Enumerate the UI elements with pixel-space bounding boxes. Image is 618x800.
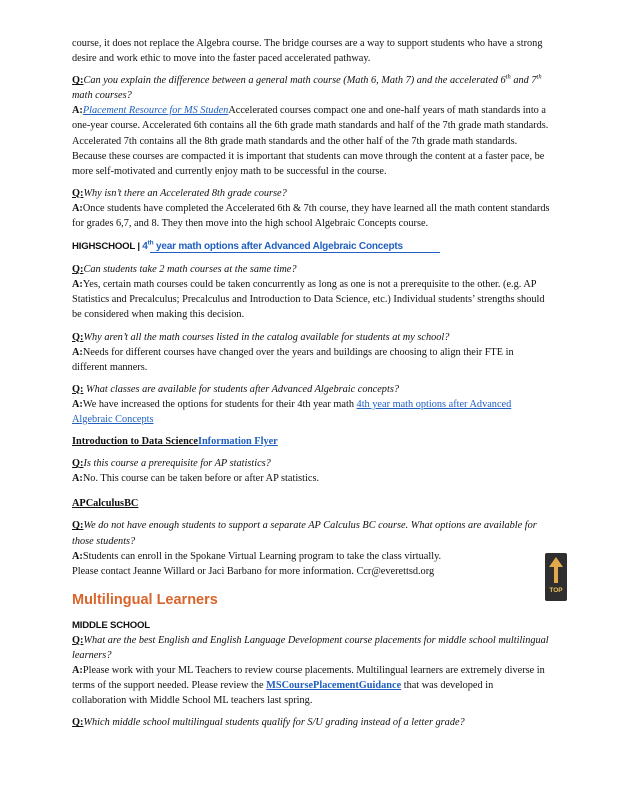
middle-school-label: MIDDLE SCHOOL [72,619,150,631]
answer-text: that was developed in collaboration with Middle School ML teachers last spring. [72,680,494,707]
faq-answer [72,345,550,375]
answer-label: A: [72,105,83,117]
up-arrow-icon [549,557,563,583]
link-text: year math options after Advanced Algebraic Concepts [153,241,403,253]
highschool-label: HIGHSCHOOL [72,241,135,253]
answer-label: A: [72,279,83,291]
faq-answer [72,397,550,427]
answer-label: A: [72,398,83,410]
question-text: math courses? [72,90,132,102]
question-text: Why isn’t there an Accelerated 8th grade course? [83,187,287,199]
question-text: and 7 [510,75,537,87]
superscript: th [147,239,154,247]
faq-question [72,456,550,471]
data-science-heading [72,434,550,449]
faq-question [72,633,550,663]
fourth-year-options-link[interactable] [142,241,403,252]
question-text: What classes are available for students after Advanced Algebraic concepts? [83,383,399,395]
question-text: What are the best English and English Language Development course placements for middle school multilingual learners? [72,635,549,662]
faq-answer [72,663,550,708]
question-label: Q: [72,331,84,343]
document-page [72,36,550,731]
faq-answer [72,277,550,322]
faq-question [72,186,550,201]
fourth-year-options-link-inline[interactable]: 4th year math options after Advanced Algebraic Concepts [72,398,512,425]
faq-question [72,330,550,345]
highschool-header [72,239,550,255]
answer-label: A: [72,550,83,562]
answer-text: Needs for different courses have changed over the years and buildings are choosing to align their FTE in different manners. [72,346,514,373]
answer-label: A: [72,665,83,677]
question-label: Q: [72,75,84,87]
answer-text: Accelerated courses compact one and one-half years of math standards into a one-year course. Accelerated 6th contains all the 6th grade math standards and half of the 7th grade math standards. Accelerated 7th contains all the 8th grade math standards and the other half of the 7th grade math standards. Because these courses are compacted it is important that students can move through the content at a faster pace, be more self-motivated and currently enjoy math to be successful in the course. [72,105,549,177]
answer-text: Yes, certain math courses could be taken concurrently as long as one is not a prerequisite to the other. (e.g. AP Statistics and Precalculus; Precalculus and Introduction to Data Science, etc.) Individual students’ strengths should be considered when making this decision. [72,279,545,321]
answer-text: Please work with your ML Teachers to review course placements. Multilingual learners are extremely diverse in terms of the support needed. Please review the [72,665,545,692]
information-flyer-link[interactable]: Information Flyer [197,436,278,448]
ap-calculus-heading: APCalculusBC [72,498,139,510]
section-heading: Multilingual Learners [72,591,218,608]
back-to-top-button[interactable] [545,553,567,601]
question-label: Q: [72,635,84,646]
paragraph-bridge-courses: course, it does not replace the Algebra course. The bridge courses are a way to support students who have a strong desire and work ethic to move into the faster paced accelerated pathway. [72,38,543,65]
faq-question [72,382,550,397]
faq-question [72,518,550,548]
question-text: We do not have enough students to support a separate AP Calculus BC course. What options are available for those students? [72,520,537,547]
question-label: Q: [72,717,84,729]
question-text: Can you explain the difference between a general math course (Math 6, Math 7) and the accelerated 6 [83,75,506,87]
answer-contact: Please contact Jeanne Willard or Jaci Barbano for more information. Ccr@everettsd.org [72,565,435,577]
question-text: Is this course a prerequisite for AP statistics? [83,458,271,470]
placement-resource-link[interactable]: Placement Resource for MS Studen [82,105,229,117]
faq-question [72,262,550,277]
faq-question [72,715,550,730]
answer-label: A: [72,202,83,214]
answer-text: No. This course can be taken before or after AP statistics. [82,473,320,485]
course-title: Introduction to Data Science [72,436,198,448]
answer-text: Students can enroll in the Spokane Virtual Learning program to take the class virtually. [82,550,442,562]
question-label: Q: [72,520,84,532]
answer-text: We have increased the options for students for their 4th year math [82,398,357,410]
faq-answer [72,549,550,564]
question-text: Can students take 2 math courses at the same time? [83,264,297,276]
ms-course-placement-guidance-link[interactable]: MSCoursePlacementGuidance [266,680,402,692]
answer-text: Once students have completed the Accelerated 6th & 7th course, they have learned all the math content standards for grades 6,7, and 8. They then move into the high school Algebraic Concepts course. [72,202,550,230]
link-num: 4 [142,241,148,253]
question-label: Q: [72,458,84,470]
header-underline [150,252,440,253]
superscript: th [505,73,511,81]
superscript: th [536,73,542,81]
question-label: Q: [72,264,84,276]
faq-answer [72,201,550,231]
faq-question [72,73,550,103]
faq-answer [72,103,550,178]
faq-answer [72,471,550,486]
separator: | [134,241,143,253]
question-text: Which middle school multilingual students qualify for S/U grading instead of a letter grade? [83,717,465,729]
question-label: Q: [72,187,84,199]
top-label: TOP [549,587,563,594]
answer-label: A: [72,346,83,358]
answer-label: A: [72,473,83,485]
question-text: Why aren’t all the math courses listed in the catalog available for students at my school? [83,331,450,343]
question-label: Q: [72,383,84,395]
